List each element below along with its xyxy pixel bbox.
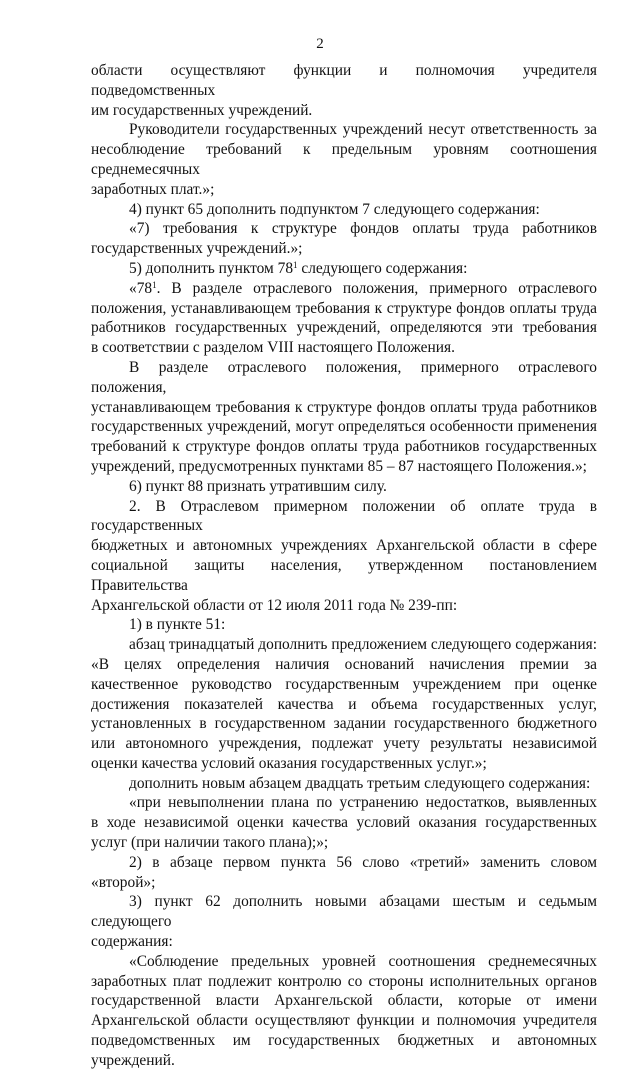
text-line xyxy=(91,120,597,140)
text-line-content: Архангельской области от 12 июля 2011 года № 239-пп: xyxy=(91,596,458,614)
text-line xyxy=(91,615,597,635)
text-line xyxy=(91,991,597,1011)
text-line xyxy=(91,1031,597,1071)
text-line xyxy=(91,853,597,893)
text-line xyxy=(91,180,597,200)
text-line-content: «В целях определения наличия оснований начисления премии за xyxy=(91,655,597,673)
text-line xyxy=(91,219,597,239)
text-line-content: бюджетных и автономных учреждениях Архангельской области в сфере xyxy=(91,537,597,555)
text-line-content: положения, устанавливающем требования к структуре фондов оплаты труда xyxy=(91,299,597,317)
text-line xyxy=(91,695,597,715)
text-line-content: социальной защиты населения, утвержденном постановлением Правительства xyxy=(91,556,597,594)
text-line xyxy=(91,714,597,734)
document-body xyxy=(91,61,597,1071)
text-line xyxy=(91,318,597,338)
text-line-content: подведомственных им государственных бюджетных и автономных учреждений. xyxy=(91,1032,597,1069)
text-line xyxy=(91,200,597,220)
text-line-content: работников государственных учреждений, определяются эти требования xyxy=(91,319,597,337)
text-line xyxy=(91,675,597,695)
text-line xyxy=(91,437,597,457)
text-line-content: или автономного учреждения, подлежат учету результаты независимой xyxy=(91,735,597,753)
text-line xyxy=(91,457,597,477)
text-line-content: 1) в пункте 51: xyxy=(129,616,226,634)
text-line xyxy=(91,655,597,675)
text-line-content: «при невыполнении плана по устранению недостатков, выявленных xyxy=(129,794,597,812)
text-line xyxy=(91,1011,597,1031)
text-line-content: 2. В Отраслевом примерном положении об оплате труда в государственных xyxy=(91,497,597,535)
superscript: 1 xyxy=(293,260,298,271)
text-line-content: в ходе независимой оценки качества условий оказания государственных xyxy=(91,814,597,832)
text-line xyxy=(91,140,597,180)
text-line-content: установленных в государственном задании государственного бюджетного xyxy=(91,715,597,733)
text-line-content: достижения показателей качества и объема государственных услуг, xyxy=(91,695,597,713)
text-line xyxy=(91,417,597,437)
text-line-content: 2) в абзаце первом пункта 56 слово «третий» заменить словом «второй»; xyxy=(91,853,597,891)
text-line xyxy=(91,556,597,596)
text-line xyxy=(91,813,597,833)
text-line-content: В разделе отраслевого положения, примерного отраслевого положения, xyxy=(91,358,597,396)
text-line-continuation: . В разделе отраслевого положения, примерного отраслевого xyxy=(156,279,597,297)
text-line xyxy=(91,793,597,813)
text-line-content: качественное руководство государственным учреждением при оценке xyxy=(91,675,597,693)
text-line xyxy=(91,635,597,655)
text-line xyxy=(91,536,597,556)
text-line xyxy=(91,259,597,279)
text-line xyxy=(91,833,597,853)
text-line-content: государственной власти Архангельской области, которые от имени xyxy=(91,992,597,1010)
text-line xyxy=(91,497,597,537)
text-line xyxy=(91,774,597,794)
text-line-content: 3) пункт 62 дополнить новыми абзацами шестым и седьмым следующего xyxy=(91,893,597,931)
text-line xyxy=(91,61,597,101)
superscript: 1 xyxy=(152,279,157,290)
text-line xyxy=(91,101,597,121)
text-line-content: заработных плат подлежит контролю со стороны исполнительных органов xyxy=(91,972,597,990)
text-line xyxy=(91,279,597,299)
page-number: 2 xyxy=(316,36,324,52)
text-line-content: 4) пункт 65 дополнить подпунктом 7 следующего содержания: xyxy=(129,200,540,218)
text-line-content: «78 xyxy=(129,279,153,297)
text-line xyxy=(91,734,597,754)
text-line-content: содержания: xyxy=(91,933,173,951)
text-line-content: абзац тринадцатый дополнить предложением следующего содержания: xyxy=(129,636,597,654)
text-line-content: области осуществляют функции и полномочия учредителя подведомственных xyxy=(91,62,597,99)
text-line-continuation: следующего содержания: xyxy=(297,259,468,277)
text-line-content: требований к структуре фондов оплаты труда работников государственных xyxy=(91,438,597,456)
text-line-content: государственных учреждений, могут определяться особенности применения xyxy=(91,418,597,436)
text-line xyxy=(91,338,597,358)
text-line-content: услуг (при наличии такого плана);»; xyxy=(91,834,329,852)
text-line-content: «Соблюдение предельных уровней соотношения среднемесячных xyxy=(129,952,597,970)
text-line-content: заработных плат.»; xyxy=(91,180,215,198)
text-line-content: им государственных учреждений. xyxy=(91,101,313,119)
text-line xyxy=(91,754,597,774)
text-line-content: учреждений, предусмотренных пунктами 85 – 87 настоящего Положения.»; xyxy=(91,457,587,475)
text-line-content: дополнить новым абзацем двадцать третьим следующего содержания: xyxy=(129,774,591,792)
text-line xyxy=(91,398,597,418)
text-line-content: Архангельской области осуществляют функции и полномочия учредителя xyxy=(91,1012,597,1030)
text-line-content: в соответствии с разделом VIII настоящего Положения. xyxy=(91,339,455,357)
text-line xyxy=(91,239,597,259)
text-line xyxy=(91,596,597,616)
text-line xyxy=(91,299,597,319)
text-line xyxy=(91,972,597,992)
text-line xyxy=(91,952,597,972)
text-line-content: Руководители государственных учреждений несут ответственность за xyxy=(129,121,597,139)
text-line xyxy=(91,477,597,497)
text-line xyxy=(91,892,597,932)
text-line-content: несоблюдение требований к предельным уровням соотношения среднемесячных xyxy=(91,141,597,178)
text-line-content: «7) требования к структуре фондов оплаты труда работников xyxy=(129,220,597,238)
text-line-content: оценки качества условий оказания государственных услуг.»; xyxy=(91,754,487,772)
text-line-content: устанавливающем требования к структуре фондов оплаты труда работников xyxy=(91,398,597,416)
text-line-content: 6) пункт 88 признать утратившим силу. xyxy=(129,477,387,495)
text-line xyxy=(91,932,597,952)
text-line-content: государственных учреждений.»; xyxy=(91,240,303,258)
text-line xyxy=(91,358,597,398)
text-line-content: 5) дополнить пунктом 78 xyxy=(129,259,294,277)
